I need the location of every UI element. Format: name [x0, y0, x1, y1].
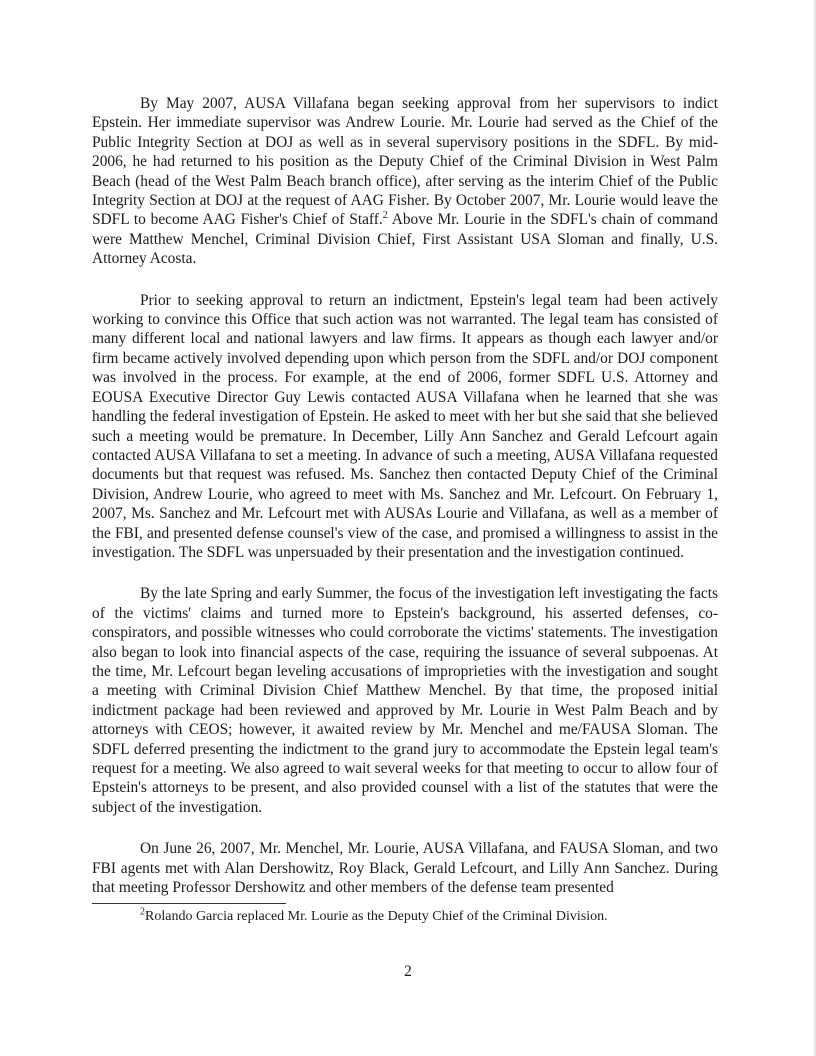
footnote-reference: 2 [382, 210, 388, 222]
document-body [92, 94, 718, 919]
paragraph-3: By the late Spring and early Summer, the focus of the investigation left investigating the facts of the victims' claims and turned more to Epstein's background, his asserted defenses, co-conspirators, and possible witnesses who could corroborate the victims' statements. The investigation also began to look into financial aspects of the case, requiring the issuance of several subpoenas. At the time, Mr. Lefcourt began leveling accusations of improprieties with the investigation and sought a meeting with Criminal Division Chief Matthew Menchel. By that time, the proposed initial indictment package had been reviewed and approved by Mr. Lourie in West Palm Beach and by attorneys with CEOS; however, it awaited review by Mr. Menchel and me/FAUSA Sloman. The SDFL deferred presenting the indictment to the grand jury to accommodate the Epstein legal team's request for a meeting. We also agreed to wait several weeks for that meeting to occur to allow four of Epstein's attorneys to be present, and also provided counsel with a list of the statutes that were the subject of the investigation. [92, 585, 718, 816]
footnote-text: Rolando Garcia replaced Mr. Lourie as the Deputy Chief of the Criminal Division. [145, 909, 608, 924]
paragraph-1-text-continued: Above Mr. Lourie in the SDFL's chain of command were Matthew Menchel, Criminal Division Chief, First Assistant USA Sloman and finally, U.S. Attorney Acosta. [92, 211, 718, 268]
footnote [140, 908, 700, 926]
page-number: 2 [404, 963, 412, 980]
paragraph-2: Prior to seeking approval to return an indictment, Epstein's legal team had been actively working to convince this Office that such action was not warranted. The legal team has consisted of many different local and national lawyers and law firms. It appears as though each lawyer and/or firm became actively involved depending upon which person from the SDFL and/or DOJ component was involved in the process. For example, at the end of 2006, former SDFL U.S. Attorney and EOUSA Executive Director Guy Lewis contacted AUSA Villafana when he learned that she was handling the federal investigation of Epstein. He asked to meet with her but she said that she believed such a meeting would be premature. In December, Lilly Ann Sanchez and Gerald Lefcourt again contacted AUSA Villafana to set a meeting. In advance of such a meeting, AUSA Villafana requested documents but that request was refused. Ms. Sanchez then contacted Deputy Chief of the Criminal Division, Andrew Lourie, who agreed to meet with Ms. Sanchez and Mr. Lefcourt. On February 1, 2007, Ms. Sanchez and Mr. Lefcourt met with AUSAs Lourie and Villafana, as well as a member of the FBI, and presented defense counsel's view of the case, and promised a willingness to assist in the investigation. The SDFL was unpersuaded by their presentation and the investigation continued. [92, 291, 718, 561]
paragraph-1 [92, 94, 718, 269]
footnote-divider [92, 903, 286, 904]
footnote-marker: 2 [140, 906, 145, 918]
paragraph-1-text: By May 2007, AUSA Villafana began seeking approval from her supervisors to indict Epstein. Her immediate supervisor was Andrew Lourie. Mr. Lourie had served as the Chief of the Public Integrity Section at DOJ as well as in several supervisory positions in the SDFL. By mid-2006, he had returned to his position as the Deputy Chief of the Criminal Division in West Palm Beach (head of the West Palm Beach branch office), after serving as the interim Chief of the Public Integrity Section at DOJ at the request of AAG Fisher. By October 2007, Mr. Lourie would leave the SDFL to become AAG Fisher's Chief of Staff. [92, 95, 718, 229]
paragraph-4: On June 26, 2007, Mr. Menchel, Mr. Lourie, AUSA Villafana, and FAUSA Sloman, and two FBI agents met with Alan Dershowitz, Roy Black, Gerald Lefcourt, and Lilly Ann Sanchez. During that meeting Professor Dershowitz and other members of the defense team presented [92, 840, 718, 897]
